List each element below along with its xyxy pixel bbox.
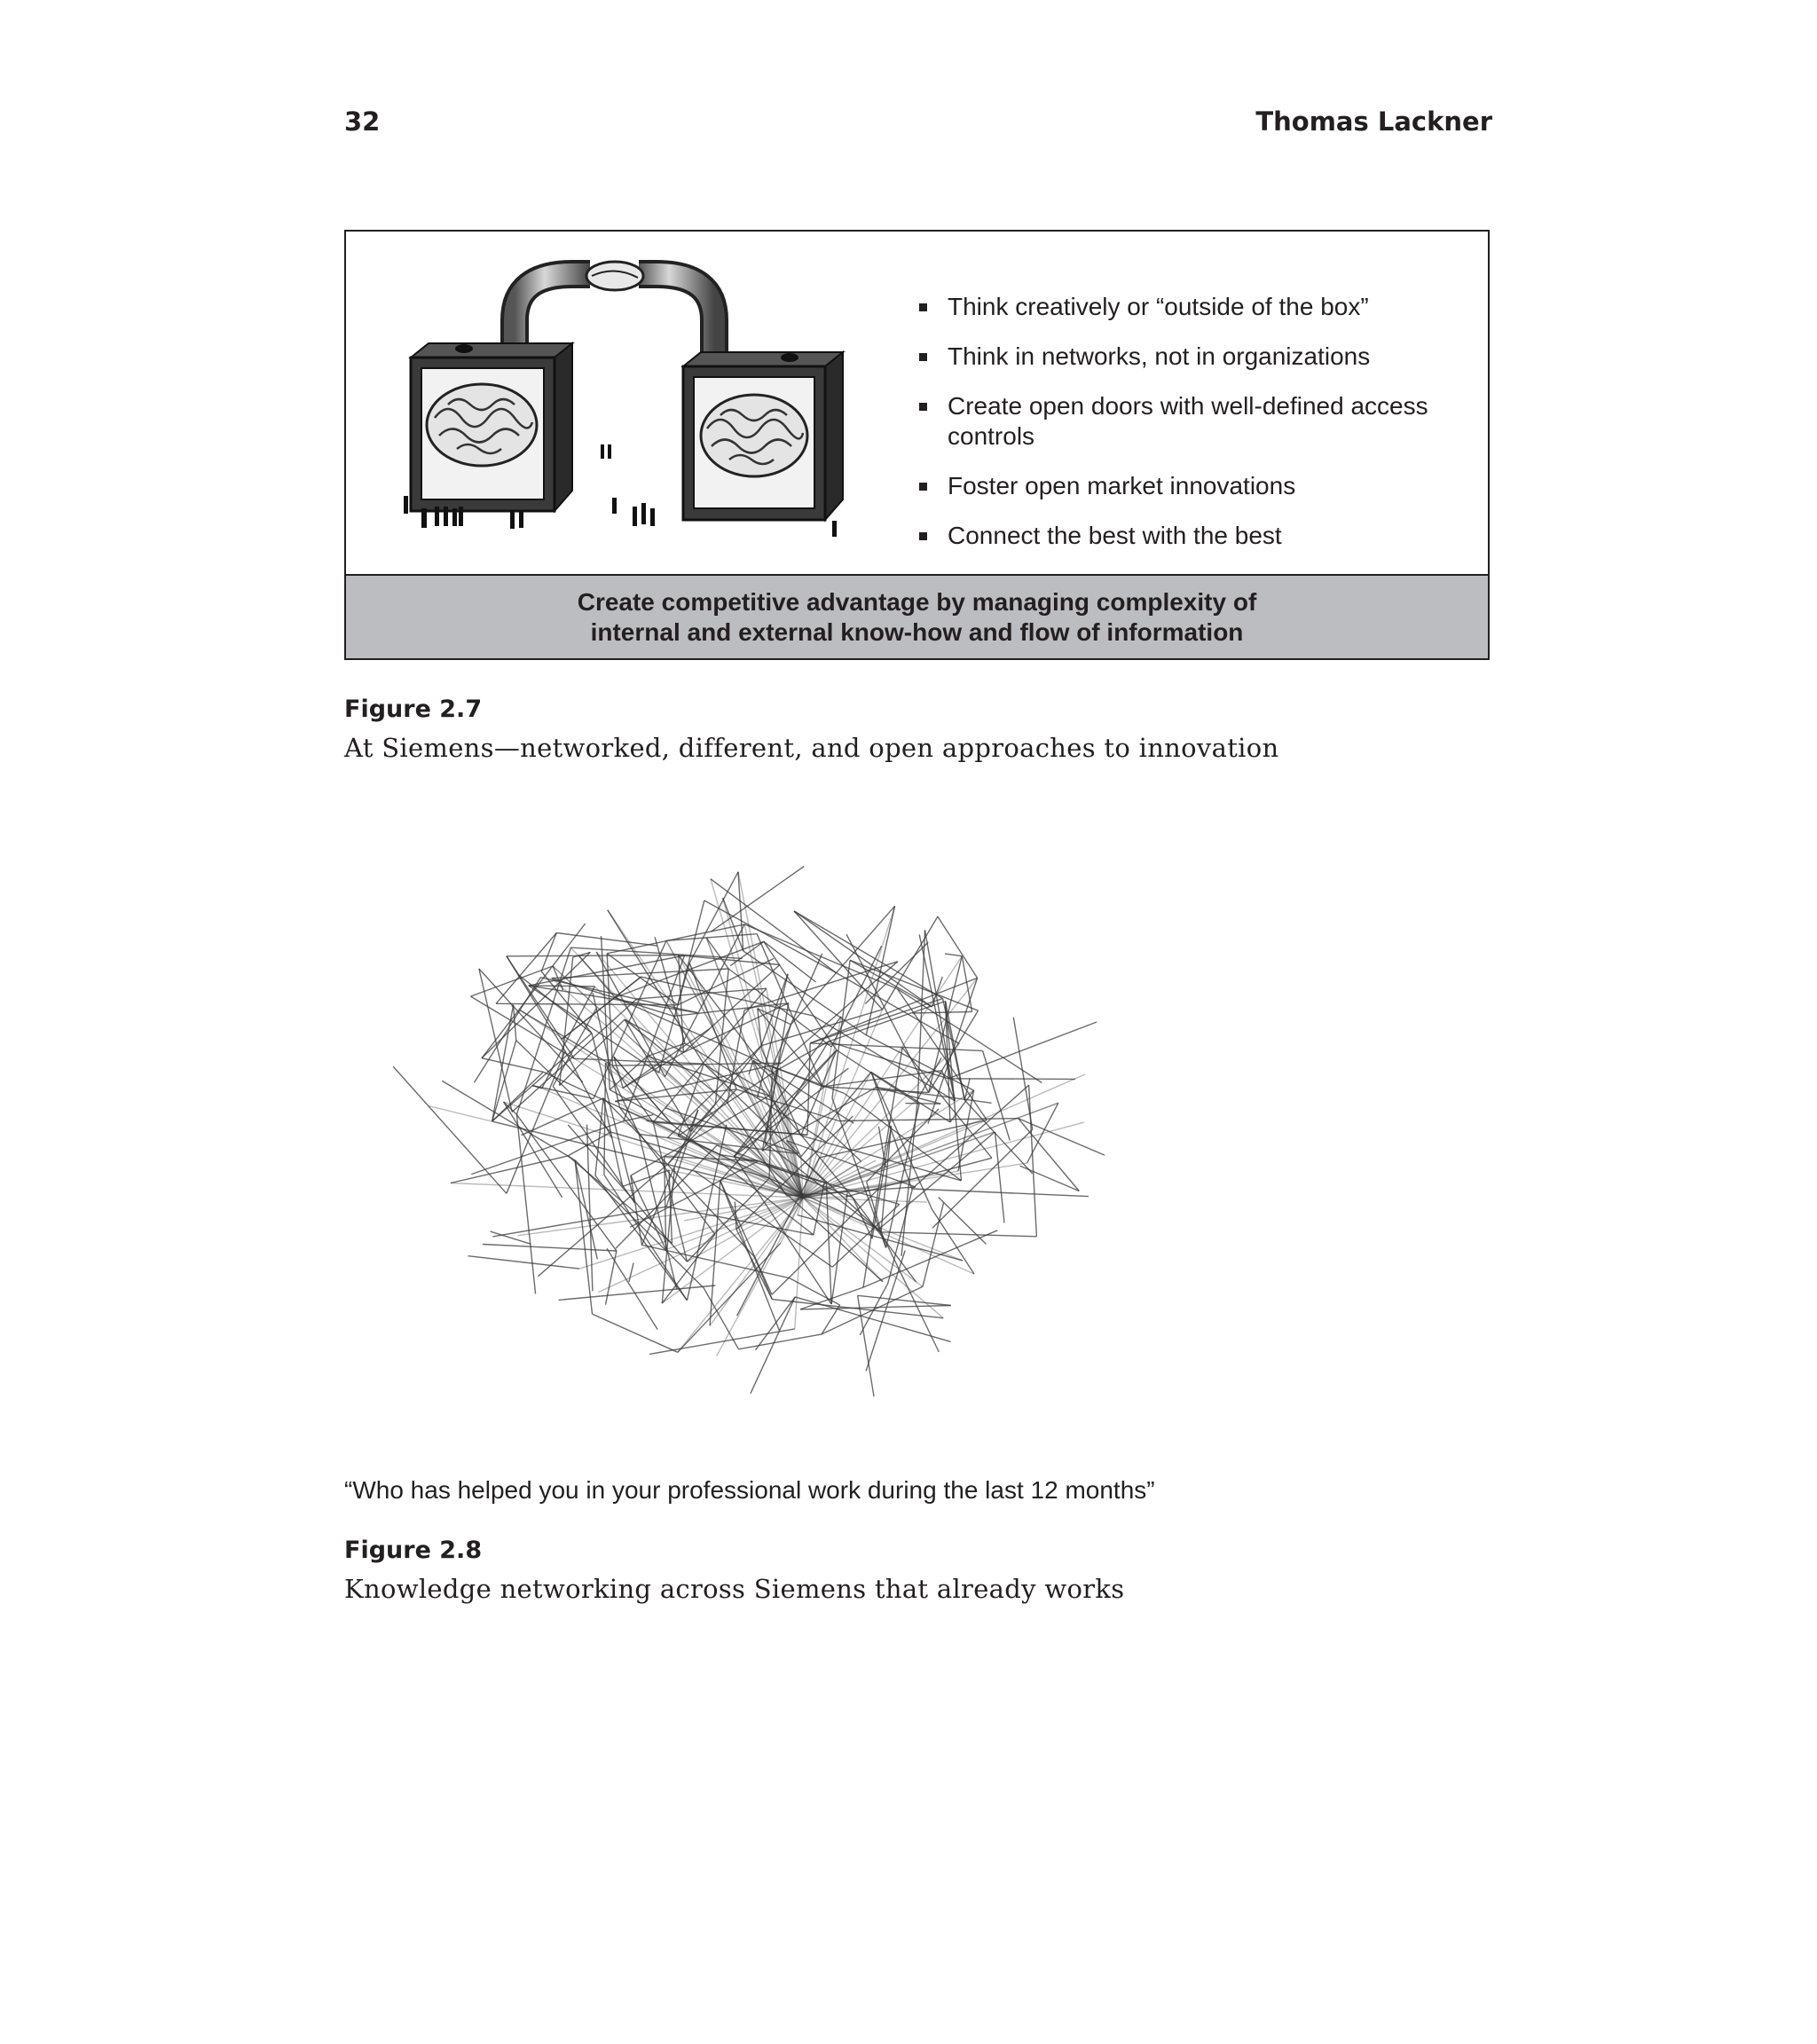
banner-line-2: internal and external know-how and flow of information bbox=[590, 618, 1244, 646]
figure-2-7-label: Figure 2.7 bbox=[344, 696, 483, 723]
page-number: 32 bbox=[344, 106, 381, 137]
bullet-item: Think in networks, not in organizations bbox=[914, 342, 1464, 372]
figure-2-7-bullet-list bbox=[914, 292, 1464, 570]
knowledge-network-graph bbox=[342, 825, 1180, 1446]
bullet-square-icon bbox=[919, 303, 927, 311]
figure-2-8-quote: “Who has helped you in your professional work during the last 12 months” bbox=[344, 1476, 1155, 1504]
figure-2-7-banner bbox=[346, 576, 1488, 658]
bullet-square-icon bbox=[919, 353, 927, 361]
bullet-square-icon bbox=[919, 483, 927, 491]
bullet-item: Create open doors with well-defined access controls bbox=[914, 391, 1464, 452]
bullet-square-icon bbox=[919, 532, 927, 540]
bullet-item: Foster open market innovations bbox=[914, 471, 1464, 501]
figure-2-7-box bbox=[344, 230, 1490, 660]
running-head bbox=[344, 106, 1492, 142]
figure-2-8-label: Figure 2.8 bbox=[344, 1537, 483, 1564]
bullet-square-icon bbox=[919, 403, 927, 411]
padlocks-brains-illustration bbox=[395, 258, 856, 564]
bullet-item: Connect the best with the best bbox=[914, 521, 1464, 551]
running-head-author: Thomas Lackner bbox=[1255, 106, 1492, 137]
figure-2-7-caption: At Siemens—networked, different, and open approaches to innovation bbox=[344, 733, 1279, 763]
figure-2-7-top-panel bbox=[346, 232, 1488, 576]
figure-2-8-caption: Knowledge networking across Siemens that already works bbox=[344, 1574, 1125, 1604]
banner-line-1: Create competitive advantage by managing complexity of bbox=[577, 588, 1257, 616]
bullet-item: Think creatively or “outside of the box” bbox=[914, 292, 1464, 322]
